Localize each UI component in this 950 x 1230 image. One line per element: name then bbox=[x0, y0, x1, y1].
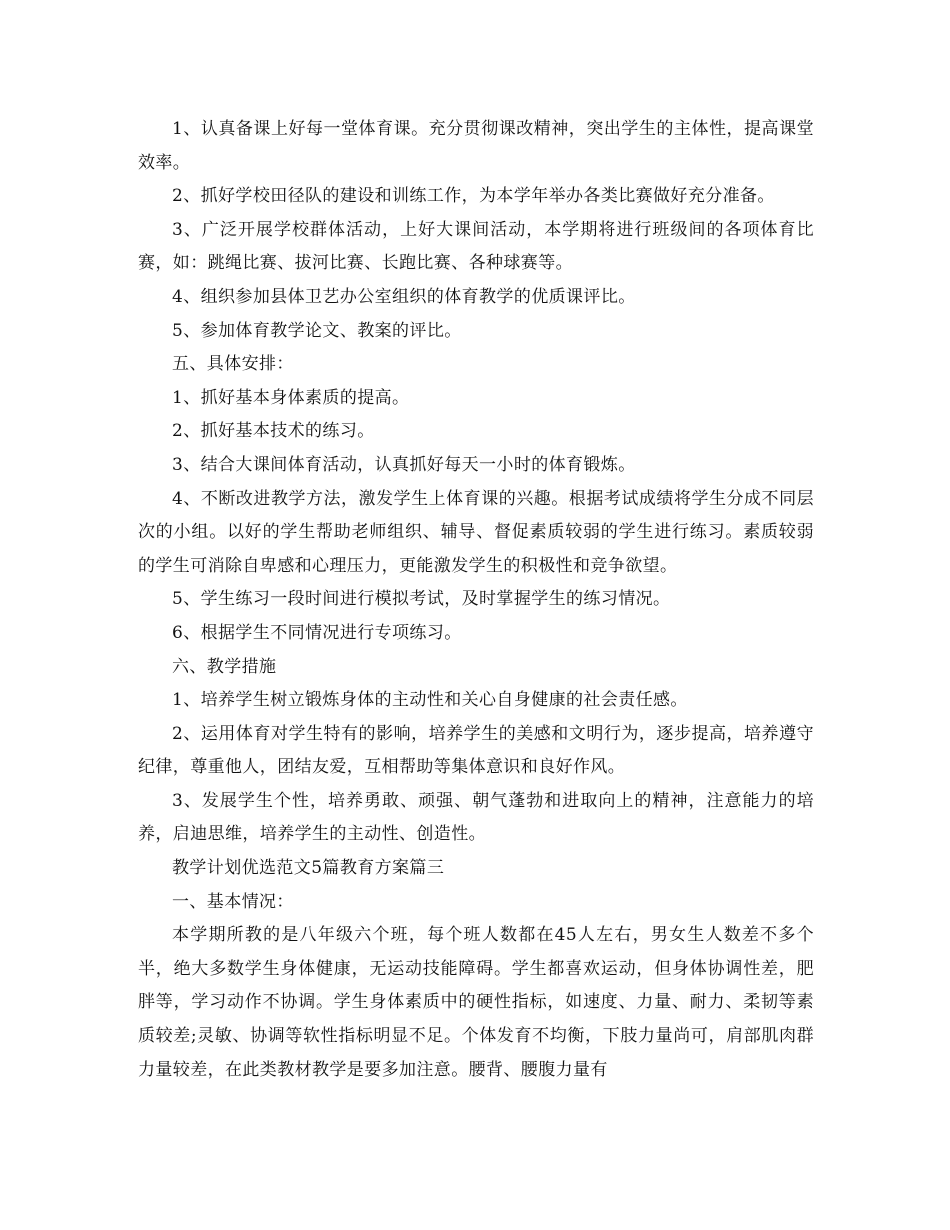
paragraph-item-5: 5、参加体育教学论文、教案的评比。 bbox=[172, 320, 462, 341]
measure-item-2: 2、运用体育对学生特有的影响，培养学生的美感和文明行为，逐步提高，培养遵守纪律，尊重他人，团结友爱，互相帮助等集体意识和良好作风。 bbox=[138, 723, 814, 778]
schedule-item-2: 2、抓好基本技术的练习。 bbox=[172, 421, 375, 442]
paragraph-item-2: 2、抓好学校田径队的建设和训练工作，为本学年举办各类比赛做好充分准备。 bbox=[172, 186, 775, 207]
section-heading-basic-info: 一、基本情况： bbox=[172, 891, 294, 912]
document-body bbox=[138, 113, 814, 1087]
schedule-item-4: 4、不断改进教学方法，激发学生上体育课的兴趣。根据考试成绩将学生分成不同层次的小组。以好的学生帮助老师组织、辅导、督促素质较弱的学生进行练习。素质较弱的学生可消除自卑感和心理压力，更能激发学生的积极性和竞争欲望。 bbox=[138, 488, 814, 576]
schedule-item-3: 3、结合大课间体育活动，认真抓好每天一小时的体育锻炼。 bbox=[172, 454, 636, 475]
measure-item-3: 3、发展学生个性，培养勇敢、顽强、朝气蓬勃和进取向上的精神，注意能力的培养，启迪思维，培养学生的主动性、创造性。 bbox=[138, 790, 814, 845]
paragraph-item-4: 4、组织参加县体卫艺办公室组织的体育教学的优质课评比。 bbox=[172, 286, 636, 307]
article-title: 教学计划优选范文5篇教育方案篇三 bbox=[172, 858, 445, 879]
section-heading-measures: 六、教学措施 bbox=[172, 656, 277, 677]
schedule-item-5: 5、学生练习一段时间进行模拟考试，及时掌握学生的练习情况。 bbox=[172, 589, 671, 610]
measure-item-1: 1、培养学生树立锻炼身体的主动性和关心自身健康的社会责任感。 bbox=[172, 690, 688, 711]
schedule-item-1: 1、抓好基本身体素质的提高。 bbox=[172, 387, 410, 408]
section-heading-schedule: 五、具体安排： bbox=[172, 354, 294, 375]
schedule-item-6: 6、根据学生不同情况进行专项练习。 bbox=[172, 622, 462, 643]
paragraph-item-3: 3、广泛开展学校群体活动，上好大课间活动，本学期将进行班级间的各项体育比赛，如：跳绳比赛、拔河比赛、长跑比赛、各种球赛等。 bbox=[138, 219, 814, 274]
basic-info-paragraph: 本学期所教的是八年级六个班，每个班人数都在45人左右，男女生人数差不多个半，绝大多数学生身体健康，无运动技能障碍。学生都喜欢运动，但身体协调性差，肥胖等，学习动作不协调。学生身体素质中的硬性指标，如速度、力量、耐力、柔韧等素质较差;灵敏、协调等软性指标明显不足。个体发育不均衡，下肢力量尚可，肩部肌肉群力量较差，在此类教材教学是要多加注意。腰背、腰腹力量有 bbox=[138, 925, 814, 1080]
paragraph-item-1: 1、认真备课上好每一堂体育课。充分贯彻课改精神，突出学生的主体性，提高课堂效率。 bbox=[138, 119, 814, 173]
